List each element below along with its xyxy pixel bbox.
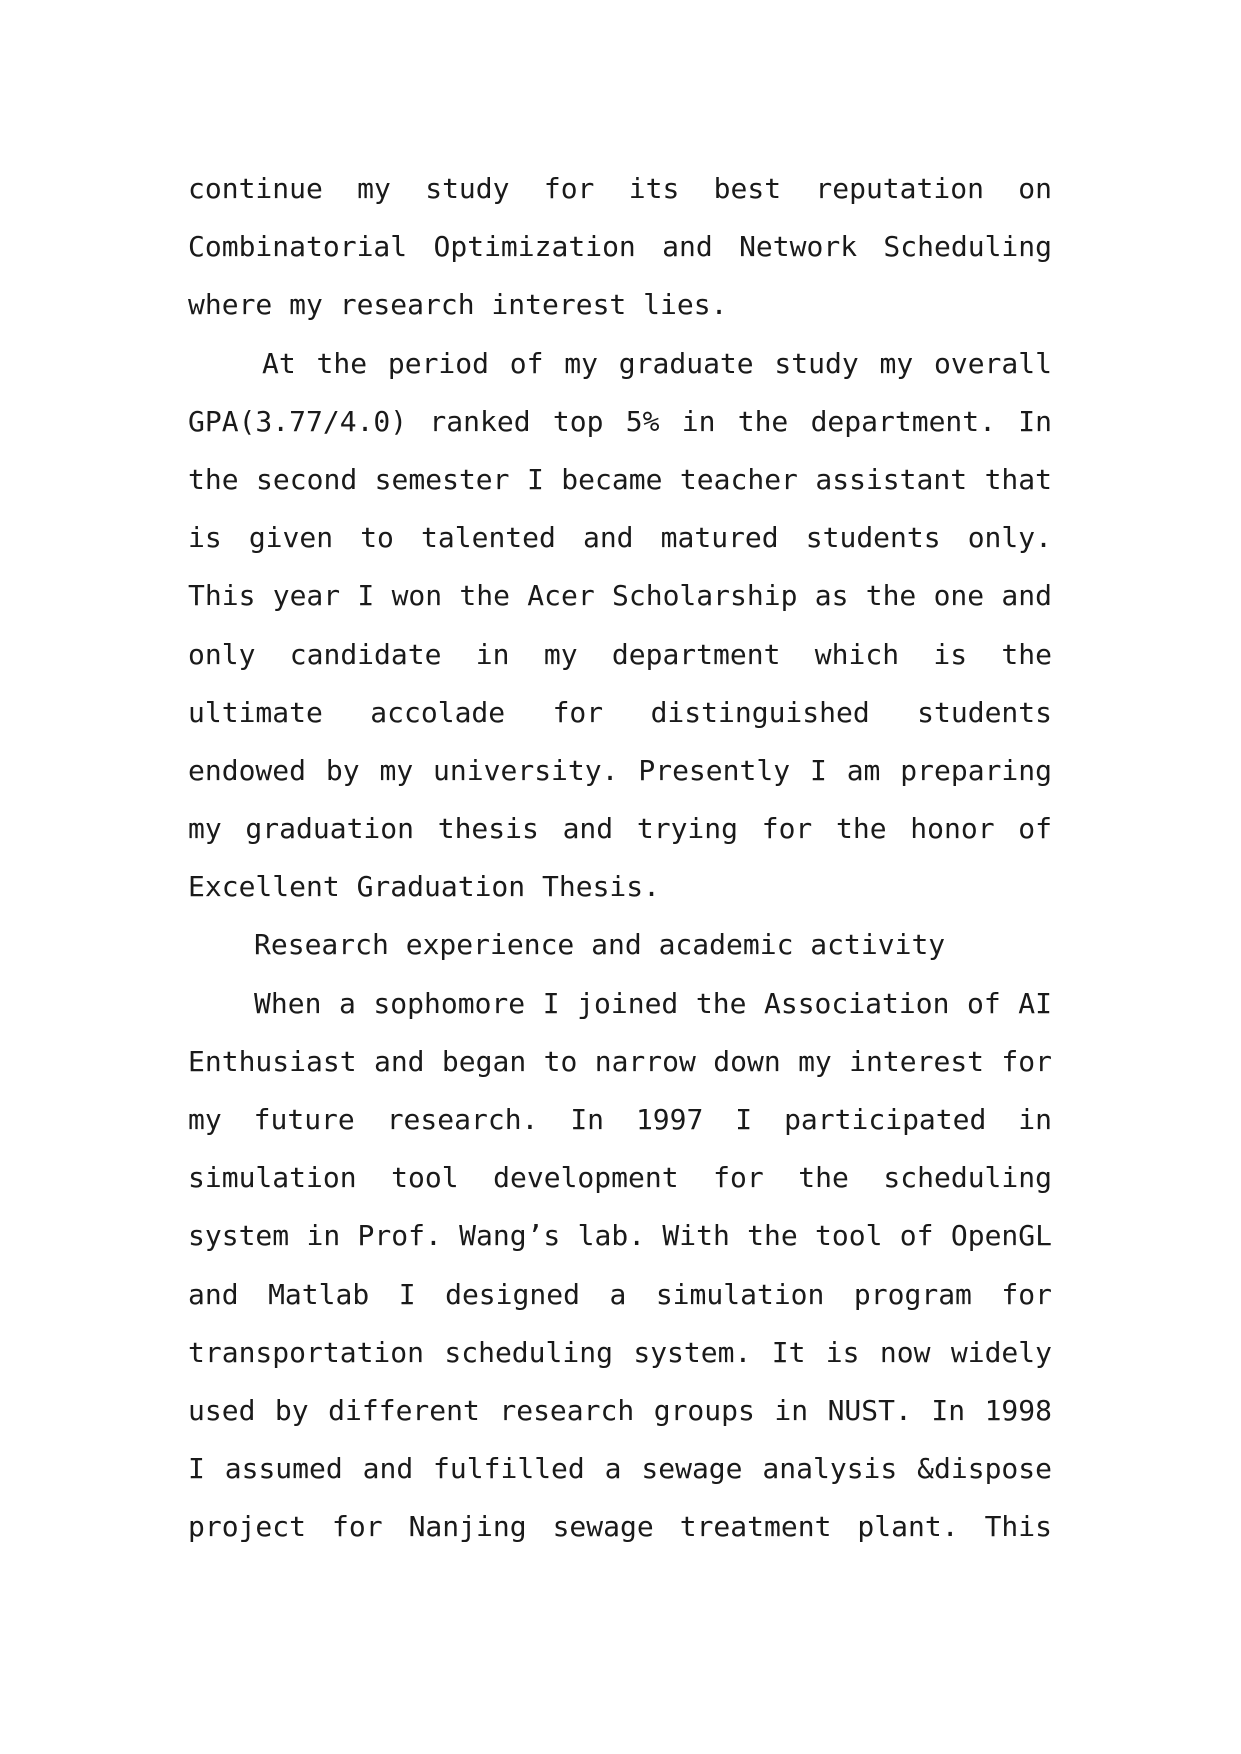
text-line: used by different research groups in NUST. In 1998 [188, 1393, 1052, 1427]
text-line: the second semester I became teacher assistant that [188, 462, 1052, 496]
text-line: my graduation thesis and trying for the honor of [188, 812, 1052, 846]
text-line: where my research interest lies. [188, 288, 728, 322]
text-line: Excellent Graduation Thesis. [188, 870, 661, 904]
text-line: project for Nanjing sewage treatment plant. This [188, 1510, 1052, 1544]
text-line: I assumed and fulfilled a sewage analysis &dispose [188, 1452, 1052, 1486]
text-line: Enthusiast and began to narrow down my interest for [188, 1044, 1052, 1078]
text-line: Combinatorial Optimization and Network Scheduling [188, 230, 1052, 264]
text-line: endowed by my university. Presently I am preparing [188, 753, 1052, 787]
text-line: transportation scheduling system. It is now widely [188, 1335, 1052, 1369]
text-line: simulation tool development for the scheduling [188, 1161, 1052, 1195]
text-line: system in Prof. Wang’s lab. With the tool of OpenGL [188, 1219, 1052, 1253]
text-line: and Matlab I designed a simulation program for [188, 1277, 1052, 1311]
text-line: is given to talented and matured students only. [188, 521, 1052, 555]
body-text [188, 160, 1052, 1557]
text-line: only candidate in my department which is the [188, 637, 1052, 671]
paragraph-first-line: At the period of my graduate study my overall [262, 346, 1052, 380]
text-line: my future research. In 1997 I participated in [188, 1103, 1052, 1136]
text-line: ultimate accolade for distinguished students [188, 695, 1052, 729]
text-line: continue my study for its best reputation on [188, 172, 1052, 205]
paragraph-first-line: When a sophomore I joined the Association of AI [254, 986, 1052, 1020]
section-heading: Research experience and academic activity [254, 928, 946, 962]
text-line: GPA(3.77/4.0) ranked top 5% in the department. In [188, 404, 1052, 438]
text-line: This year I won the Acer Scholarship as the one and [188, 579, 1052, 613]
